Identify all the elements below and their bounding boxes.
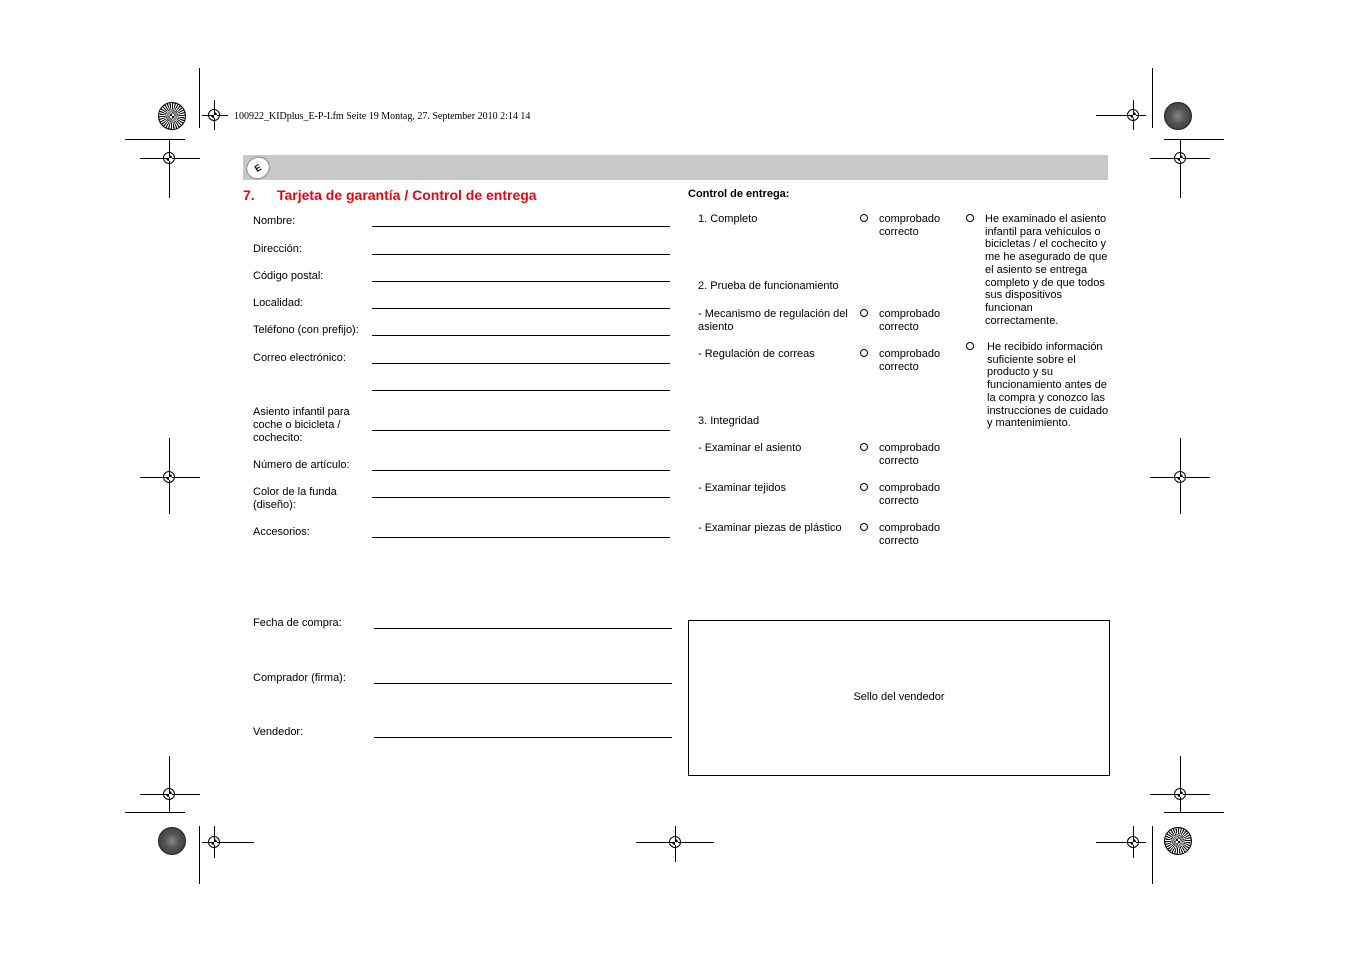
check-label-belt-adjustment: comprobado correcto [879, 348, 941, 373]
field-line-seat-type[interactable] [372, 430, 670, 431]
color-rosette-icon [1164, 827, 1192, 855]
field-label-postal-code: Código postal: [253, 270, 324, 282]
control-item-examine-fabrics: - Examinar tejidos [698, 482, 787, 494]
field-line-seller[interactable] [374, 737, 672, 738]
check-label-examine-seat: comprobado correcto [879, 442, 941, 467]
field-label-city: Localidad: [253, 297, 304, 309]
registration-mark-icon [163, 152, 175, 164]
field-line-buyer-signature[interactable] [374, 683, 672, 684]
control-item-function-test: 2. Prueba de funcionamiento [698, 280, 839, 292]
checkbox-statement-examined[interactable] [966, 214, 974, 222]
checkbox-belt-adjustment[interactable] [860, 349, 868, 357]
registration-mark-icon [163, 788, 175, 800]
section-title-text: Tarjeta de garantía / Control de entrega [277, 187, 537, 203]
checkbox-seat-adjustment[interactable] [860, 309, 868, 317]
field-label-article-number: Número de artículo: [253, 459, 350, 471]
seller-stamp-box [688, 620, 1110, 776]
checkbox-examine-plastic[interactable] [860, 523, 868, 531]
field-line-purchase-date[interactable] [374, 628, 672, 629]
control-item-complete: 1. Completo [698, 213, 758, 225]
check-label-seat-adjustment: comprobado correcto [879, 308, 941, 333]
field-label-accessories: Accesorios: [253, 526, 310, 538]
registration-mark-icon [208, 836, 220, 848]
field-label-email: Correo electrónico: [253, 352, 346, 364]
field-label-seller: Vendedor: [253, 726, 304, 738]
field-label-address: Dirección: [253, 243, 302, 255]
checkbox-statement-informed[interactable] [966, 342, 974, 350]
control-item-examine-plastic: - Examinar piezas de plástico [698, 522, 842, 534]
field-line-address[interactable] [372, 254, 670, 255]
registration-mark-icon [1127, 836, 1139, 848]
field-line-article-number[interactable] [372, 470, 670, 471]
registration-mark-icon [1174, 788, 1186, 800]
checkbox-examine-seat[interactable] [860, 443, 868, 451]
field-line-city[interactable] [372, 308, 670, 309]
statement-informed: He recibido información suficiente sobre el producto y su funcionamiento antes de la compra y conozco las instrucciones de cuidado y mantenimiento. [987, 341, 1109, 430]
control-title: Control de entrega: [688, 188, 790, 200]
statement-examined: He examinado el asiento infantil para vehículos o bicicletas / el cochecito y me he asegurado de que el asiento se entrega completo y de que todos sus dispositivos funcionan correctamente. [985, 213, 1108, 327]
field-label-phone: Teléfono (con prefijo): [253, 324, 359, 336]
language-badge: E [242, 152, 274, 183]
registration-mark-icon [669, 836, 681, 848]
check-label-complete: comprobado correcto [879, 213, 941, 238]
field-line-cover-color[interactable] [372, 497, 670, 498]
checkbox-complete[interactable] [860, 214, 868, 222]
field-line-postal-code[interactable] [372, 281, 670, 282]
seller-stamp-label: Sello del vendedor [853, 691, 945, 703]
section-title [243, 187, 537, 203]
section-number: 7. [243, 187, 255, 203]
check-label-examine-plastic: comprobado correcto [879, 522, 941, 547]
control-item-examine-seat: - Examinar el asiento [698, 442, 802, 454]
registration-mark-icon [163, 471, 175, 483]
check-label-examine-fabrics: comprobado correcto [879, 482, 941, 507]
color-rosette-icon [158, 827, 186, 855]
field-line-accessories[interactable] [372, 537, 670, 538]
field-label-buyer-signature: Comprador (firma): [253, 672, 346, 684]
field-label-name: Nombre: [253, 215, 296, 227]
registration-mark-icon [1127, 109, 1139, 121]
control-item-integrity: 3. Integridad [698, 415, 760, 427]
registration-mark-icon [1174, 471, 1186, 483]
field-line-email[interactable] [372, 363, 670, 364]
field-line-phone[interactable] [372, 335, 670, 336]
registration-mark-icon [1174, 152, 1186, 164]
control-item-belt-adjustment: - Regulación de correas [698, 348, 815, 360]
control-item-seat-adjustment: - Mecanismo de regulación del asiento [698, 308, 848, 333]
field-label-seat-type: Asiento infantil para coche o bicicleta / cochecito: [253, 406, 350, 444]
color-rosette-icon [158, 102, 186, 130]
color-rosette-icon [1164, 102, 1192, 130]
checkbox-examine-fabrics[interactable] [860, 483, 868, 491]
field-line-email-extra[interactable] [372, 390, 670, 391]
file-header-note: 100922_KIDplus_E-P-I.fm Seite 19 Montag, 27. September 2010 2:14 14 [234, 111, 531, 122]
field-line-name[interactable] [372, 226, 670, 227]
field-label-purchase-date: Fecha de compra: [253, 617, 342, 629]
header-bar [243, 155, 1108, 180]
registration-mark-icon [208, 109, 220, 121]
field-label-cover-color: Color de la funda (diseño): [253, 486, 337, 511]
